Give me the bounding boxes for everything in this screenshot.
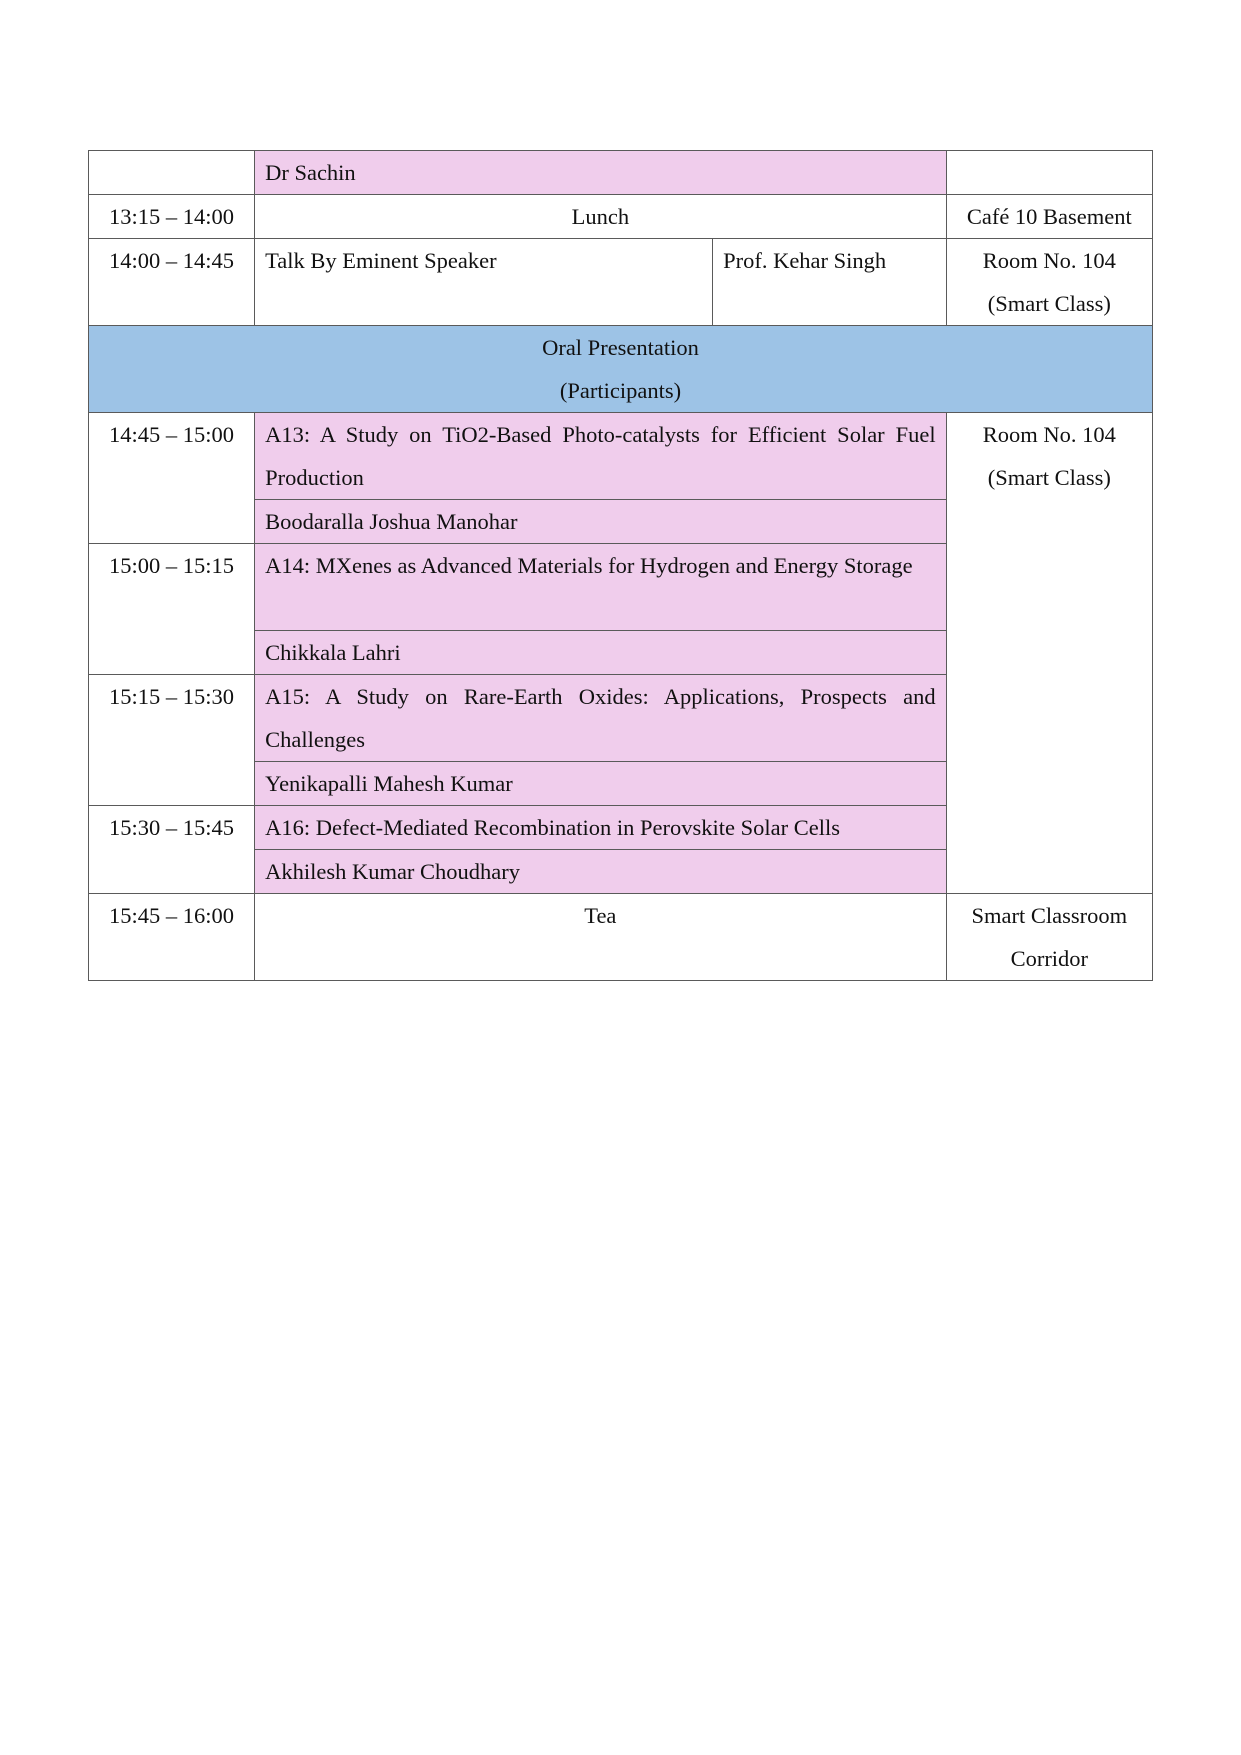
speaker-cell: Prof. Kehar Singh bbox=[713, 239, 947, 326]
time-cell: 13:15 – 14:00 bbox=[89, 195, 255, 239]
presenter-cell: Chikkala Lahri bbox=[255, 631, 947, 675]
table-row-lunch bbox=[89, 195, 1153, 239]
venue-cell bbox=[946, 239, 1152, 326]
paper-title-cell: A15: A Study on Rare-Earth Oxides: Applications, Prospects and Challenges bbox=[255, 675, 947, 762]
venue-line: Room No. 104 bbox=[982, 422, 1116, 447]
venue-cell-empty bbox=[946, 151, 1152, 195]
paper-title-cell: A13: A Study on TiO2-Based Photo-catalysts for Efficient Solar Fuel Production bbox=[255, 413, 947, 500]
time-cell: 14:00 – 14:45 bbox=[89, 239, 255, 326]
section-subtitle: (Participants) bbox=[559, 378, 682, 403]
table-row-tea bbox=[89, 894, 1153, 981]
venue-line: Room No. 104 bbox=[982, 248, 1116, 273]
venue-line: (Smart Class) bbox=[987, 465, 1111, 490]
event-cell: Talk By Eminent Speaker bbox=[255, 239, 713, 326]
schedule-table bbox=[88, 150, 1153, 981]
time-cell: 15:30 – 15:45 bbox=[89, 806, 255, 894]
venue-line: (Smart Class) bbox=[987, 291, 1111, 316]
presenter-cell: Boodaralla Joshua Manohar bbox=[255, 500, 947, 544]
presenter-cell: Dr Sachin bbox=[255, 151, 947, 195]
paper-title-cell: A16: Defect-Mediated Recombination in Perovskite Solar Cells bbox=[255, 806, 947, 850]
venue-line: Smart Classroom bbox=[971, 903, 1128, 928]
table-row-section-header bbox=[89, 326, 1153, 413]
table-row-title bbox=[89, 413, 1153, 500]
presenter-cell: Akhilesh Kumar Choudhary bbox=[255, 850, 947, 894]
time-cell: 15:45 – 16:00 bbox=[89, 894, 255, 981]
time-cell: 15:00 – 15:15 bbox=[89, 544, 255, 675]
table-row-dr-sachin bbox=[89, 151, 1153, 195]
venue-cell: Café 10 Basement bbox=[946, 195, 1152, 239]
table-row-talk bbox=[89, 239, 1153, 326]
section-header-cell bbox=[89, 326, 1153, 413]
venue-cell bbox=[946, 413, 1152, 894]
section-title: Oral Presentation bbox=[542, 335, 699, 360]
time-cell: 14:45 – 15:00 bbox=[89, 413, 255, 544]
venue-cell bbox=[946, 894, 1152, 981]
time-cell: 15:15 – 15:30 bbox=[89, 675, 255, 806]
event-cell: Lunch bbox=[255, 195, 947, 239]
time-cell-empty bbox=[89, 151, 255, 195]
event-cell: Tea bbox=[255, 894, 947, 981]
presenter-cell: Yenikapalli Mahesh Kumar bbox=[255, 762, 947, 806]
paper-title-cell: A14: MXenes as Advanced Materials for Hydrogen and Energy Storage bbox=[255, 544, 947, 631]
venue-line: Corridor bbox=[1010, 946, 1089, 971]
